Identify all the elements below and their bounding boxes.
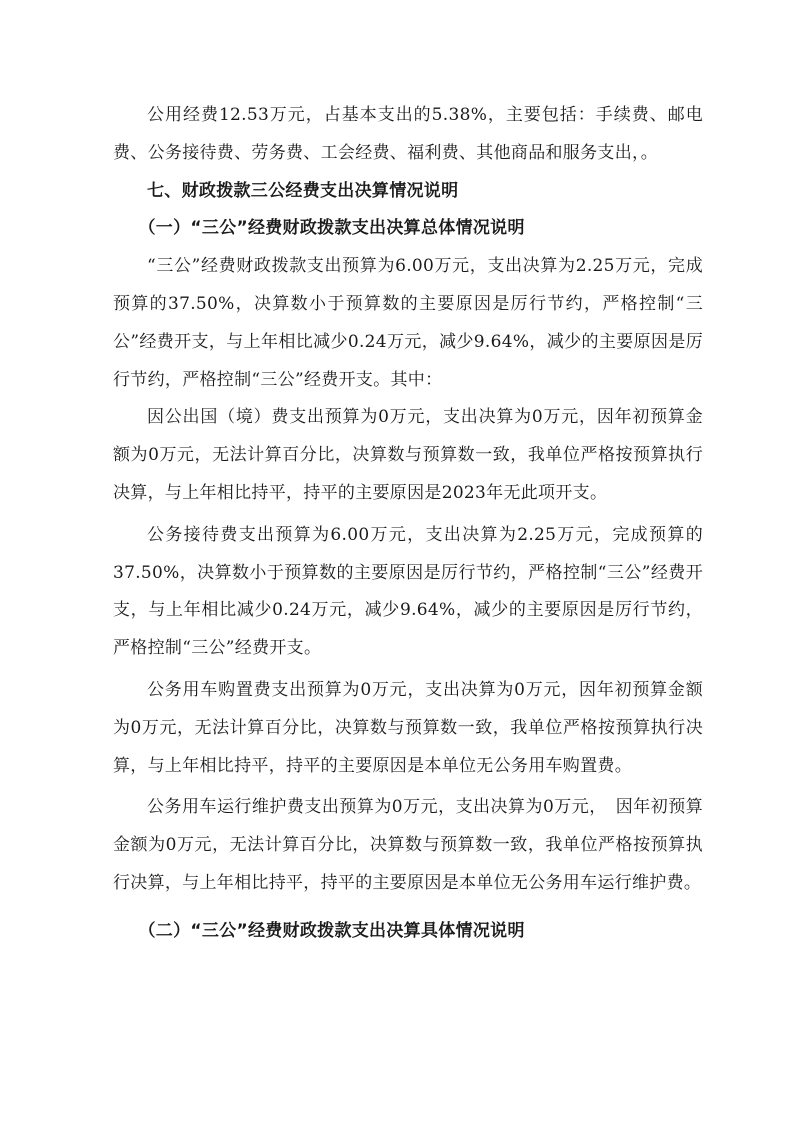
paragraph-vehicle-purchase: 公务用车购置费支出预算为0万元，支出决算为0万元，因年初预算金额为0万元，无法计算百分比，决算数与预算数一致，我单位严格按预算执行决算，与上年相比持平，持平的主要原因是本单位无公务用车购置费。 bbox=[113, 679, 703, 776]
paragraph-public-funds: 公用经费12.53万元，占基本支出的5.38%，主要包括：手续费、邮电费、公务接待费、劳务费、工会经费、福利费、其他商品和服务支出，。 bbox=[113, 105, 703, 163]
paragraph-official-reception: 公务接待费支出预算为6.00万元，支出决算为2.25万元，完成预算的37.50%，决算数小于预算数的主要原因是厉行节约，严格控制“三公”经费开支，与上年相比减少0.24万元，减少9.64%，减少的主要原因是厉行节约，严格控制“三公”经费开支。 bbox=[113, 524, 703, 659]
subsection-heading-2: （二）“三公”经费财政拨款支出决算具体情况说明 bbox=[138, 920, 525, 941]
subsection-heading-1: （一）“三公”经费财政拨款支出决算总体情况说明 bbox=[138, 218, 525, 239]
section-heading-7: 七、财政拨款三公经费支出决算情况说明 bbox=[147, 180, 459, 201]
paragraph-overseas-travel: 因公出国（境）费支出预算为0万元，支出决算为0万元，因年初预算金额为0万元，无法计算百分比，决算数与预算数一致，我单位严格按预算执行决算，与上年相比持平，持平的主要原因是2023年无此项开支。 bbox=[113, 407, 703, 503]
paragraph-vehicle-maintenance: 公务用车运行维护费支出预算为0万元，支出决算为0万元， 因年初预算金额为0万元，无法计算百分比，决算数与预算数一致，我单位严格按预算执行决算，与上年相比持平，持平的主要原因是本单位无公务用车运行维护费。 bbox=[113, 797, 703, 893]
paragraph-three-public-overview: “三公”经费财政拨款支出预算为6.00万元，支出决算为2.25万元，完成预算的37.50%，决算数小于预算数的主要原因是厉行节约，严格控制“三公”经费开支，与上年相比减少0.24万元，减少9.64%，减少的主要原因是厉行节约，严格控制“三公”经费开支。其中： bbox=[113, 256, 703, 390]
document-body bbox=[113, 97, 703, 951]
